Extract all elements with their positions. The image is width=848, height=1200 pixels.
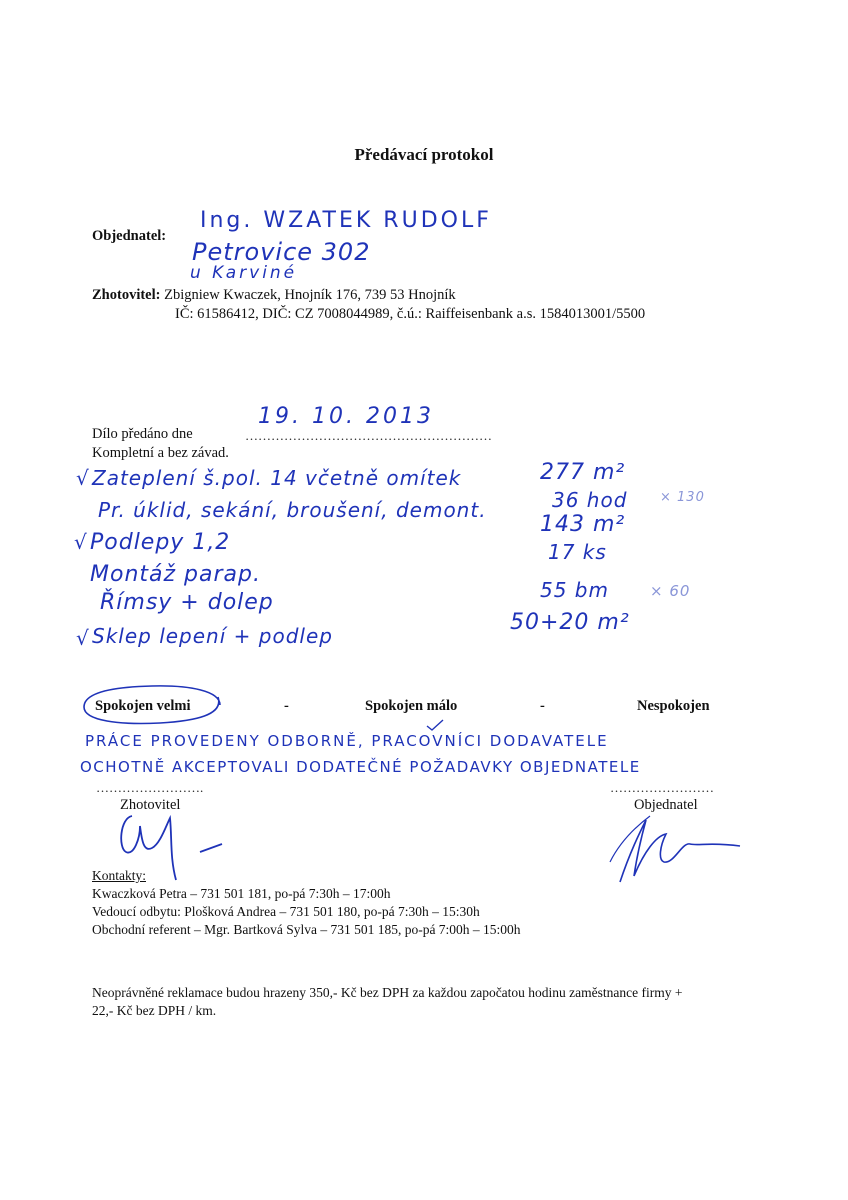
work-item-desc: Zateplení š.pol. 14 včetně omítek <box>92 466 462 490</box>
comment-line-1: PRÁCE PROVEDENY ODBORNĚ, PRACOVNÍCI DODAVATELE <box>85 732 609 750</box>
zhotovitel-signature-label: Zhotovitel <box>120 797 181 813</box>
objednatel-address-handwritten: Petrovice 302 <box>192 238 371 266</box>
rating-separator: - <box>284 698 289 714</box>
work-item-qty: 36 hod <box>552 488 628 512</box>
footer-line-2: 22,- Kč bez DPH / km. <box>92 1003 217 1018</box>
objednatel-signature-icon <box>600 812 750 892</box>
signature-left-dots: ……………………. <box>96 780 204 795</box>
work-item-desc: Pr. úklid, sekání, broušení, demont. <box>98 498 487 522</box>
tick-mark-icon <box>425 718 445 732</box>
work-item-note: × 130 <box>660 490 705 505</box>
work-item-desc: Montáž parap. <box>90 562 261 587</box>
rating-not-satisfied[interactable]: Nespokojen <box>637 698 710 714</box>
footer-line-1: Neoprávněné reklamace budou hrazeny 350,- Kč bez DPH za každou započatou hodinu zaměstnance firmy + <box>92 985 683 1000</box>
objednatel-name-handwritten: Ing. WZATEK RUDOLF <box>200 208 492 233</box>
work-item-qty: 277 m² <box>540 460 626 485</box>
contacts-label: Kontakty: <box>92 868 146 883</box>
checkmark-icon: √ <box>76 466 89 490</box>
objednatel-city-handwritten: u Karviné <box>190 263 298 283</box>
contact-line: Kwaczková Petra – 731 501 181, po-pá 7:30h – 17:00h <box>92 886 391 901</box>
objednatel-signature-label: Objednatel <box>634 797 698 813</box>
handover-label: Dílo předáno dne <box>92 426 193 442</box>
contact-line: Vedoucí odbytu: Plošková Andrea – 731 501 180, po-pá 7:30h – 15:30h <box>92 904 480 919</box>
rating-little-satisfied[interactable]: Spokojen málo <box>365 698 458 714</box>
work-item-desc: Podlepy 1,2 <box>90 530 231 555</box>
zhotovitel-signature-icon <box>110 808 250 898</box>
work-item-desc: Římsy + dolep <box>100 590 274 615</box>
zhotovitel-line <box>92 287 456 304</box>
work-item-qty: 17 ks <box>548 540 607 564</box>
rating-separator: - <box>540 698 545 714</box>
handover-status: Kompletní a bez závad. <box>92 445 229 461</box>
checkmark-icon: √ <box>76 626 89 650</box>
work-item-desc: Sklep lepení + podlep <box>92 624 333 648</box>
rating-very-satisfied[interactable]: Spokojen velmi <box>95 698 191 714</box>
signature-right-dots: …………………… <box>610 780 714 795</box>
work-item-note: × 60 <box>650 582 691 600</box>
zhotovitel-address: Zbigniew Kwaczek, Hnojník 176, 739 53 Hnojník <box>164 287 456 303</box>
work-item-qty: 50+20 m² <box>510 610 630 635</box>
zhotovitel-label: Zhotovitel: <box>92 287 161 303</box>
work-item-qty: 55 bm <box>540 578 609 602</box>
work-item-qty: 143 m² <box>540 512 626 537</box>
comment-line-2: OCHOTNĚ AKCEPTOVALI DODATEČNÉ POŽADAVKY OBJEDNATELE <box>80 758 641 776</box>
page-title: Předávací protokol <box>354 145 494 164</box>
checkmark-icon: √ <box>74 530 87 554</box>
contact-line: Obchodní referent – Mgr. Bartková Sylva – 731 501 185, po-pá 7:00h – 15:00h <box>92 922 521 937</box>
zhotovitel-ids: IČ: 61586412, DIČ: CZ 7008044989, č.ú.: Raiffeisenbank a.s. 1584013001/5500 <box>175 306 646 322</box>
handover-date-handwritten: 19. 10. 2013 <box>258 404 434 429</box>
objednatel-label: Objednatel: <box>92 228 167 244</box>
handover-dots: ………………………………………………… <box>245 428 492 443</box>
